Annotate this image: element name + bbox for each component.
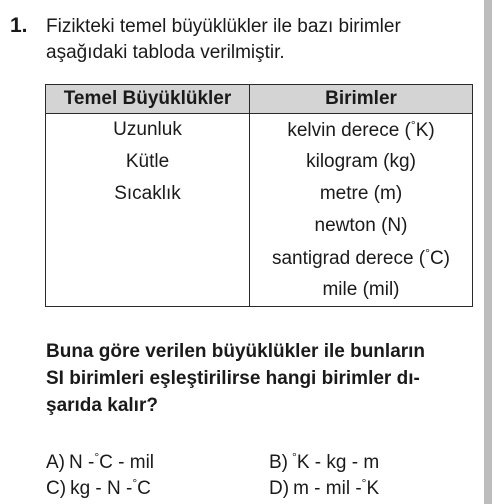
question-number: 1. <box>10 14 28 37</box>
quantity-cell: Kütle <box>46 146 250 178</box>
table-row <box>46 242 473 274</box>
table-row <box>46 178 473 210</box>
unit-cell <box>250 274 473 307</box>
choice-label: B) <box>269 452 288 473</box>
table-row <box>46 114 473 147</box>
quantity-cell <box>46 274 250 307</box>
choice-label: D) <box>269 478 290 499</box>
quantity-cell <box>46 242 250 274</box>
unit-text: newton (N) <box>314 215 408 236</box>
choice-text: m - mil - <box>293 478 362 499</box>
quantity-cell: Uzunluk <box>46 114 250 147</box>
choice-text: C <box>137 478 151 499</box>
unit-text: metre (m) <box>319 183 403 204</box>
unit-cell <box>250 146 473 178</box>
units-table <box>45 84 473 307</box>
unit-cell <box>250 242 473 274</box>
question-stem <box>46 14 466 66</box>
table-header-row <box>46 85 473 114</box>
choice-a[interactable] <box>46 450 154 474</box>
quantity-cell <box>46 210 250 242</box>
unit-text: C) <box>429 248 451 269</box>
choice-b[interactable] <box>269 450 379 474</box>
prompt-line: Buna göre verilen büyüklükler ile bunların <box>46 341 426 362</box>
degree-symbol: ° <box>425 246 430 260</box>
unit-text: K) <box>415 120 435 141</box>
question-prompt <box>46 338 466 419</box>
unit-text: santigrad derece ( <box>271 248 426 269</box>
right-margin-rule <box>484 0 492 504</box>
header-units: Birimler <box>250 85 473 114</box>
question-stem-line: aşağıdaki tabloda verilmiştir. <box>46 42 285 63</box>
choice-d[interactable] <box>269 476 379 500</box>
choice-text: K <box>366 478 380 499</box>
header-quantities: Temel Büyüklükler <box>46 85 250 114</box>
choice-label: C) <box>46 478 67 499</box>
unit-cell <box>250 210 473 242</box>
unit-cell <box>250 178 473 210</box>
unit-text: kelvin derece ( <box>287 120 411 141</box>
unit-text: mile (mil) <box>322 279 400 300</box>
unit-text: kilogram (kg) <box>306 151 416 172</box>
degree-symbol: ° <box>132 476 138 490</box>
choice-text: K - kg - m <box>296 452 380 473</box>
degree-symbol: ° <box>410 118 416 132</box>
table-row <box>46 274 473 307</box>
choice-label: A) <box>46 452 65 473</box>
unit-cell <box>250 114 473 147</box>
choice-text: N - <box>69 452 95 473</box>
degree-symbol: ° <box>292 450 297 464</box>
table-row <box>46 210 473 242</box>
choice-text: kg - N - <box>70 478 133 499</box>
degree-symbol: ° <box>361 476 367 490</box>
table-row <box>46 146 473 178</box>
question-stem-line: Fizikteki temel büyüklükler ile bazı birimler <box>46 16 401 37</box>
quantity-cell: Sıcaklık <box>46 178 250 210</box>
degree-symbol: ° <box>94 450 100 464</box>
choice-c[interactable] <box>46 476 151 500</box>
choice-text: C - mil <box>99 452 155 473</box>
prompt-line: SI birimleri eşleştirilirse hangi birimler dı- <box>46 368 420 389</box>
prompt-line: şarıda kalır? <box>46 395 158 416</box>
